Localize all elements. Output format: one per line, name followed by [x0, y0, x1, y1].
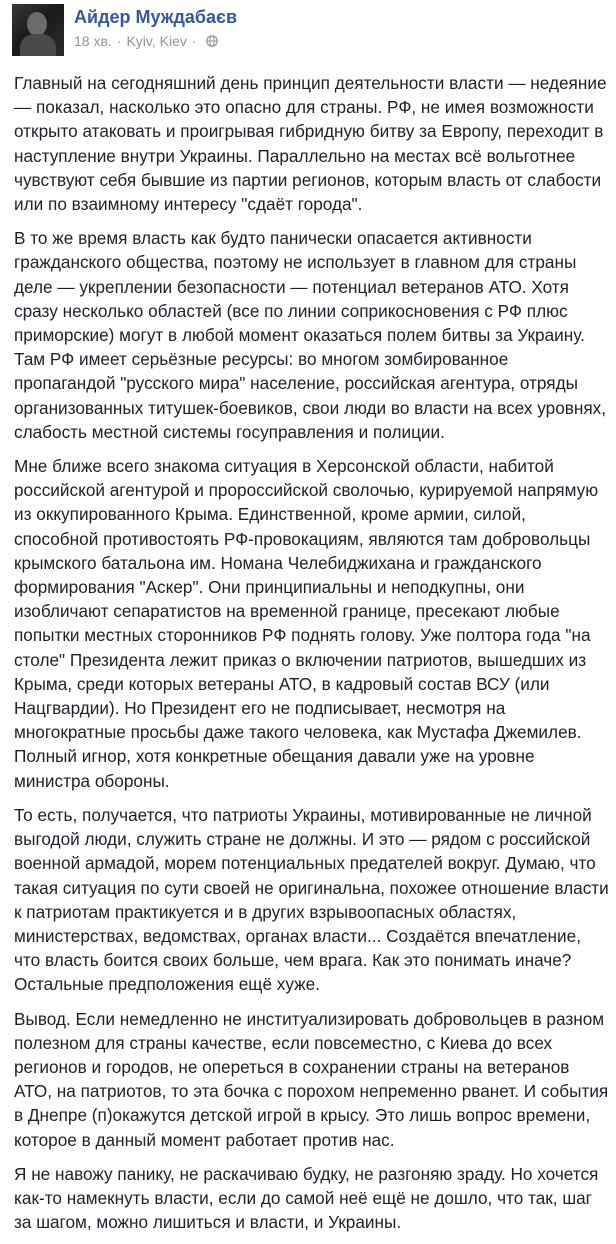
post-time[interactable]: 18 хв. — [74, 33, 112, 49]
post-paragraph: Главный на сегодняшний день принцип деятельности власти — недеяние — показал, насколько это опасно для страны. РФ, не имея возможности открыто атаковать и проигрывая гибридную битву за Европу, переходит в наступление внутри Украины. Параллельно на местах всё вольготнее чувствуют себя бывшие из партии регионов, которым власть от слабости или по взаимному интересу "сдаёт города". — [14, 73, 607, 215]
post-subline — [74, 31, 237, 51]
post-paragraph: Мне ближе всего знакома ситуация в Херсонской области, набитой российской агентурой и пророссийской сволочью, курируемой напрямую из оккупированного Крыма. Единственной, кроме армии, силой, способной противостоять РФ-провокациям, являются там добровольцы крымского батальона им. Номана Челебиджихана и гражданского формирования "Аскер". Они принципиальны и неподкупны, они изобличают сепаратистов на временной границе, пресекают любые попытки местных сторонников РФ поднять голову. Уже полтора года "на столе" Президента лежит приказ о включении патриотов, вышедших из Крыма, среди которых ветераны АТО, в кадровый состав ВСУ (или Нацгвардии). Но Президент его не подписывает, несмотря на многократные просьбы даже такого человека, как Мустафа Джемилев. Полный игнор, хотя конкретные обещания давали уже на уровне министра обороны. — [14, 456, 599, 791]
post-paragraph: Я не навожу панику, не раскачиваю будку, не разгоняю зраду. Но хочется как-то намекнуть власти, если до самой неё ещё не дошло, что так, шаг за шагом, можно лишиться и власти, и Украины. — [14, 1163, 599, 1233]
separator: · — [191, 33, 197, 49]
globe-icon — [206, 35, 218, 47]
post-paragraph: Вывод. Если немедленно не институализировать добровольцев в разном полезном для страны качестве, если повсеместно, с Киева до всех регионов и городов, не опереться в сохранении страны на ветеранов АТО, на патриотов, то эта бочка с порохом непременно рванет. И события в Днепре (п)окажутся детской игрой в крысу. Это лишь вопрос времени, которое в данный момент работает против нас. — [14, 1008, 609, 1150]
post-paragraph: То есть, получается, что патриоты Украины, мотивированные не личной выгодой люди, служить стране не должны. И это — рядом с российской военной армадой, морем потенциальных предателей вокруг. Думаю, что такая ситуация по сути своей не оригинальна, похожее отношение власти к патриотам практикуется и в других взрывоопасных областях, министерствах, ведомствах, органах власти... Создаётся впечатление, что власть боится своих больше, чем врага. Как это понимать иначе? Остальные предположения ещё хуже. — [14, 804, 609, 995]
post-location[interactable]: Kyiv, Kiev — [126, 33, 187, 49]
author-name[interactable]: Айдер Муждабаєв — [74, 7, 238, 27]
post-meta — [74, 4, 237, 51]
separator: · — [116, 33, 122, 49]
post-body — [14, 71, 610, 1244]
avatar[interactable] — [12, 4, 64, 56]
post-header — [12, 4, 237, 56]
post-paragraph: В то же время власть как будто панически опасается активности гражданского общества, поэтому не использует в главном для страны деле — укреплении безопасности — потенциал ветеранов АТО. Хотя сразу несколько областей (все по линии соприкосновения с РФ плюс приморские) могут в любой момент оказаться полем битвы за Украину. Там РФ имеет серьёзные ресурсы: во многом зомбированное пропагандой "русского мира" население, российская агентура, отряды организованных титушек-боевиков, свои люди во власти на всех уровнях, слабость местной системы госуправления и полиции. — [14, 228, 607, 442]
